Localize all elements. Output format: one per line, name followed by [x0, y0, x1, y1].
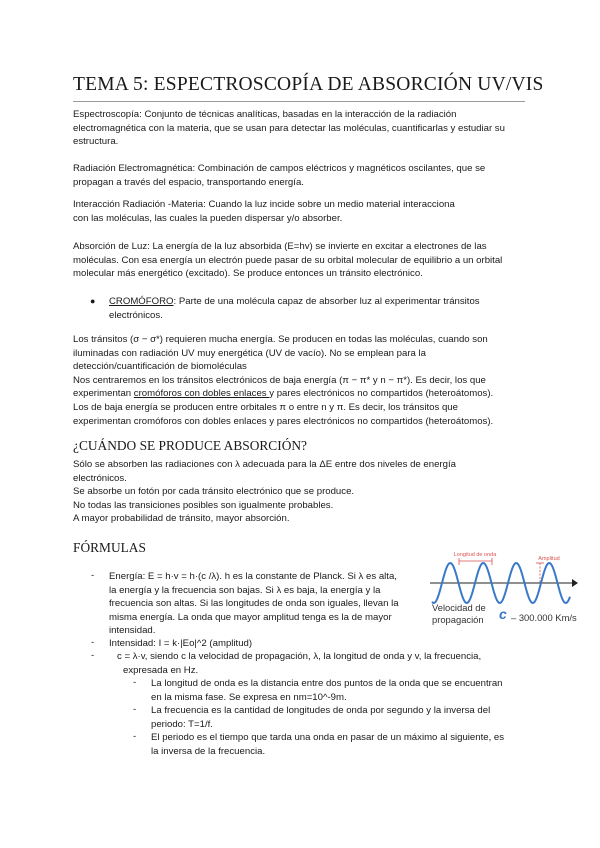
list-dash: - [91, 637, 95, 648]
text-line: electrónicos. [109, 309, 163, 321]
text-line: la energía y la frecuencia son bajas. Si λ es baja, la energía y la [109, 584, 381, 596]
sub-list-dash: - [133, 731, 137, 742]
espectroscopia-paragraph [73, 108, 528, 149]
energia-item [109, 570, 429, 638]
intensidad-item: Intensidad: I = k·|Eo|^2 (amplitud) [109, 638, 253, 649]
text-line: iluminadas con radiación UV muy energética (UV de vacío). No se emplean para la [73, 347, 427, 359]
bullet-icon: ● [90, 296, 96, 306]
cromoforo-text: : Parte de una molécula capaz de absorber luz al experimentar tránsitos [173, 296, 480, 307]
text-line: misma energía. La onda que mayor amplitud tenga es la de mayor [109, 611, 392, 623]
text-line: molecular más energético (excitado). Se produce entonces un tránsito electrónico. [73, 268, 423, 280]
periodo-subitem [151, 731, 541, 758]
text-line: El periodo es el tiempo que tarda una onda en pasar de un máximo al siguiente, es [151, 732, 505, 743]
text-line: propagan a través del espacio, transportando energía. [73, 176, 304, 188]
text-line: Interacción Radiación -Materia: Cuando la luz incide sobre un medio material interacciona [73, 199, 455, 210]
frecuencia-subitem [151, 704, 541, 731]
list-dash: - [91, 570, 95, 581]
text-line: moléculas. Con esa energía un electrón puede pasar de su orbital molecular de equilibrio a un orbital [73, 254, 503, 266]
velocidad-item [117, 650, 537, 677]
text-line: Nos centraremos en los tránsitos electrónicos de baja energía (π − π* y n − π*). Es decir, los que [73, 374, 486, 386]
c-symbol: c [499, 606, 507, 622]
text-line: electrónicos. [73, 472, 127, 484]
transitos-paragraph [73, 333, 528, 428]
axis-arrow-icon [572, 579, 578, 587]
list-dash: - [91, 650, 95, 661]
text-line: Los tránsitos (σ − σ*) requieren mucha energía. Se producen en todas las moléculas, cuando son [73, 334, 488, 345]
text-line: expresada en Hz. [123, 664, 199, 676]
text-line: Energía: E = h·v = h·(c /λ). h es la constante de Planck. Si λ es alta, [109, 571, 397, 582]
wavelength-label: Longitud de onda [453, 552, 497, 558]
cuando-paragraph [73, 458, 528, 526]
text-line: Espectroscopía: Conjunto de técnicas analíticas, basadas en la interacción de la radiación [73, 109, 457, 120]
text-line: La frecuencia es la cantidad de longitudes de onda por segundo y la inversa del [151, 705, 491, 716]
sub-list-dash: - [133, 677, 137, 688]
radiacion-paragraph [73, 162, 528, 189]
text-line: detección/cuantificación de biomoléculas [73, 361, 247, 373]
caption-line: propagación [432, 613, 484, 625]
text-line: experimentan cromóforos con dobles enlaces y pares electrónicos no compartidos (heteroátomos). [73, 388, 494, 400]
text-line: Se absorbe un fotón por cada tránsito electrónico que se produce. [73, 486, 355, 498]
text-line: Radiación Electromagnética: Combinación de campos eléctricos y magnéticos oscilantes, que se [73, 163, 486, 174]
underlined-phrase: cromóforos con dobles enlaces [133, 388, 270, 400]
text-line: No todas las transiciones posibles son igualmente probables. [73, 499, 334, 511]
section-heading-formulas: FÓRMULAS [73, 540, 146, 555]
text-line: estructura. [73, 136, 119, 148]
sub-list-dash: - [133, 704, 137, 715]
c-value: – 300.000 Km/s [511, 612, 577, 623]
cromoforo-term: CROMÓFORO [109, 296, 174, 307]
text-line: experimentan cromóforos con dobles enlaces y pares electrónicos no compartidos (heteroátomos). [73, 415, 494, 427]
text-line: Sólo se absorben las radiaciones con λ adecuada para la ΔE entre dos niveles de energía [73, 459, 456, 470]
text-line: Los de baja energía se producen entre orbitales π o entre n y π. Es decir, los tránsitos que [73, 401, 458, 413]
cromoforo-item [109, 295, 529, 322]
interaccion-paragraph [73, 198, 528, 225]
text-line: A mayor probabilidad de tránsito, mayor absorción. [73, 513, 290, 525]
text-line: en la misma fase. Se expresa en nm=10^-9m. [151, 691, 347, 703]
text-line: electromagnética con la materia, que se usan para detectar las moléculas, cuantificarlas y estudiar su [73, 122, 505, 134]
wave-caption [432, 602, 486, 625]
amplitude-label: Amplitud [538, 556, 560, 562]
title-divider [73, 101, 525, 102]
text-line: c = λ·v, siendo c la velocidad de propagación, λ, la longitud de onda y v, la frecuencia, [117, 651, 482, 662]
page-title: TEMA 5: ESPECTROSCOPÍA DE ABSORCIÓN UV/VIS [73, 74, 544, 95]
caption-line: Velocidad de [432, 602, 486, 613]
text-line: La longitud de onda es la distancia entre dos puntos de la onda que se encuentran [151, 678, 503, 689]
text-line: periodo: T=1/f. [151, 718, 213, 730]
longitud-subitem [151, 677, 541, 704]
section-heading-cuando: ¿CUÁNDO SE PRODUCE ABSORCIÓN? [73, 438, 307, 453]
text-line [109, 295, 529, 309]
text-line: la inversa de la frecuencia. [151, 745, 266, 757]
text-line: Absorción de Luz: La energía de la luz absorbida (E=hv) se invierte en excitar a electrones de las [73, 241, 487, 252]
text-line: intensidad. [109, 625, 156, 637]
absorcion-paragraph [73, 240, 528, 281]
text-line: con las moléculas, las cuales la pueden dispersar y/o absorber. [73, 212, 343, 224]
text-line: frecuencia son altas. Si las longitudes de onda son iguales, llevan la [109, 598, 399, 610]
